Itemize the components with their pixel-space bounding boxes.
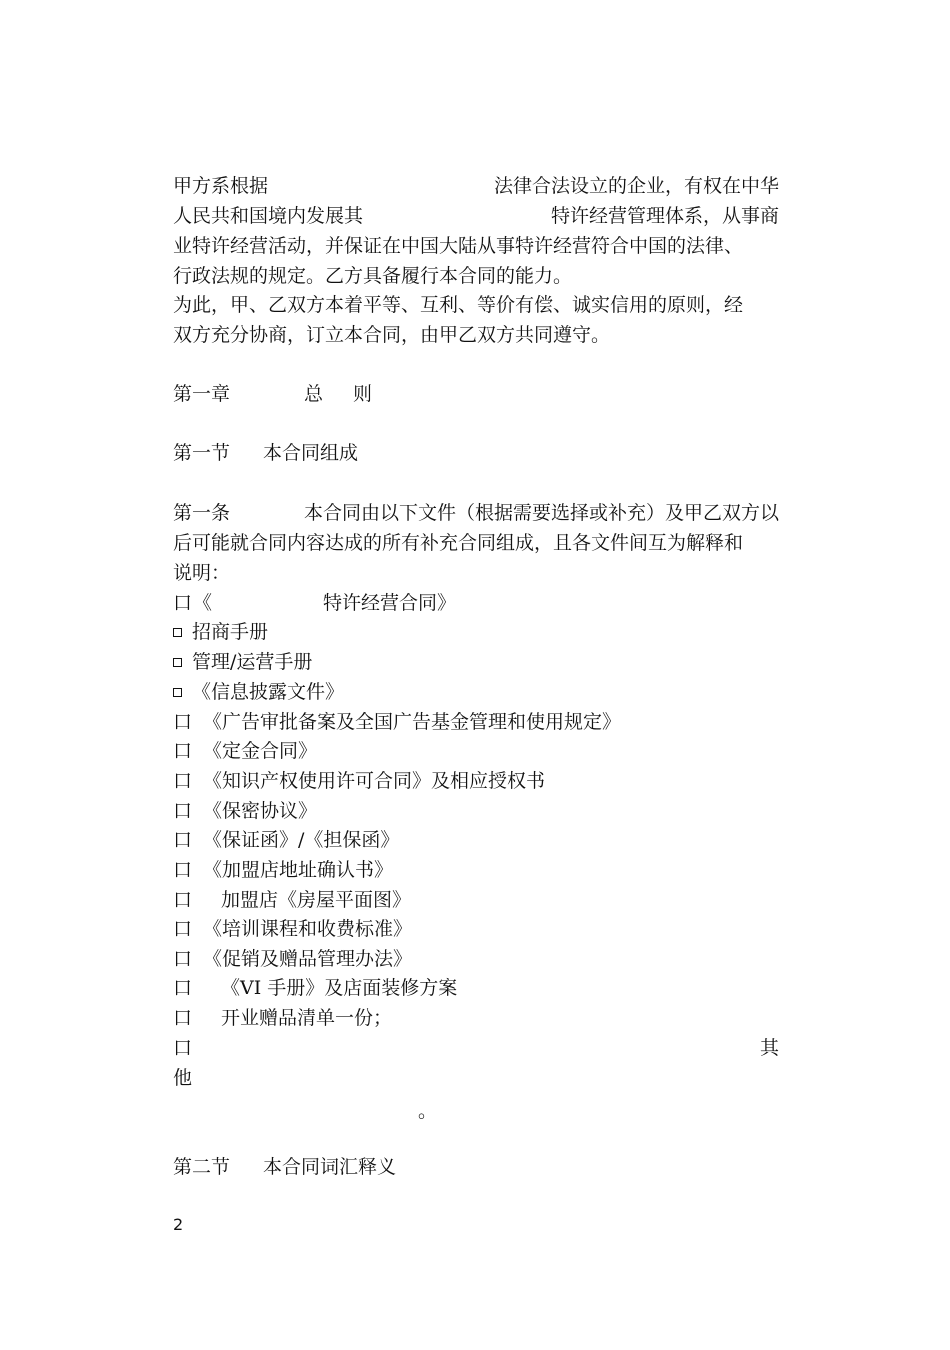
preamble-text: 人民共和国境内发展其: [173, 205, 364, 227]
section-title: 本合同组成: [263, 442, 359, 464]
list-item: [173, 885, 779, 915]
preamble-line-1: [173, 171, 779, 201]
list-item-text: 《培训课程和收费标准》: [203, 918, 413, 940]
chapter-heading: [173, 379, 779, 409]
list-item: [173, 855, 779, 885]
checkbox-glyph: 口: [173, 889, 193, 911]
article-text: 本合同由以下文件（根据需要选择或补充）及甲乙双方以: [303, 502, 779, 524]
checkbox-icon: [173, 658, 182, 667]
list-item: [173, 973, 779, 1003]
list-item-text: 《保证函》/《担保函》: [203, 829, 400, 851]
article-line-1: [173, 498, 779, 528]
list-item-text: 开业赠品清单一份；: [221, 1007, 393, 1029]
list-item: [173, 647, 779, 677]
list-item: [173, 736, 779, 766]
checkbox-glyph: 口: [173, 740, 193, 762]
checkbox-glyph: 口: [173, 829, 193, 851]
preamble-text: 甲方系根据: [173, 175, 269, 197]
checkbox-glyph: 口: [173, 711, 193, 733]
list-item-text: 《信息披露文件》: [192, 681, 345, 703]
checkbox-glyph: 口: [173, 770, 193, 792]
checkbox-glyph: 口: [173, 859, 193, 881]
list-item: [173, 825, 779, 855]
checkbox-glyph: 口: [173, 800, 193, 822]
checkbox-glyph: 口: [173, 977, 193, 999]
list-item: [173, 914, 779, 944]
checkbox-icon: [173, 688, 182, 697]
list-item: [173, 944, 779, 974]
list-item-text: 加盟店《房屋平面图》: [221, 889, 412, 911]
list-item-text: 《VI 手册》及店面装修方案: [221, 977, 458, 999]
list-item-text: 《加盟店地址确认书》: [203, 859, 394, 881]
list-item: [173, 617, 779, 647]
chapter-number: 第一章: [173, 383, 231, 405]
chapter-title: 总: [304, 383, 324, 405]
list-item-text: 其: [759, 1037, 779, 1059]
list-item: [173, 1003, 779, 1033]
chapter-title: 则: [353, 383, 373, 405]
page-number: 2: [173, 1215, 184, 1234]
checkbox-glyph: 口: [173, 1037, 193, 1059]
section-heading: [173, 1152, 779, 1182]
list-item-continuation: [173, 1096, 779, 1126]
list-item-text: 《保密协议》: [203, 800, 318, 822]
section-number: 第一节: [173, 442, 231, 464]
section-heading: [173, 438, 779, 468]
list-item-text: 《促销及赠品管理办法》: [203, 948, 413, 970]
preamble-line-4: 行政法规的规定。乙方具备履行本合同的能力。: [173, 265, 573, 287]
article-line-3: 说明：: [173, 562, 231, 584]
checkbox-glyph: 口: [173, 592, 193, 614]
section-title: 本合同词汇释义: [263, 1156, 397, 1178]
list-item-text: 《: [193, 592, 213, 614]
preamble-text: 特许经营管理体系，从事商: [550, 205, 779, 227]
preamble-line-3: 业特许经营活动，并保证在中国大陆从事特许经营符合中国的法律、: [173, 235, 744, 257]
checkbox-icon: [173, 628, 182, 637]
list-item-text: 《知识产权使用许可合同》及相应授权书: [203, 770, 546, 792]
preamble-text: 法律合法设立的企业，有权在中华: [493, 175, 779, 197]
checkbox-glyph: 口: [173, 948, 193, 970]
list-item-text: 《广告审批备案及全国广告基金管理和使用规定》: [203, 711, 622, 733]
preamble-line-2: [173, 201, 779, 231]
preamble-line-5: 为此，甲、乙双方本着平等、互利、等价有偿、诚实信用的原则，经: [173, 294, 744, 316]
article-line-2: 后可能就合同内容达成的所有补充合同组成，且各文件间互为解释和: [173, 532, 744, 554]
list-item: [173, 1033, 779, 1063]
section-number: 第二节: [173, 1156, 231, 1178]
list-item: [173, 766, 779, 796]
list-item-text: 管理/运营手册: [192, 651, 313, 673]
list-item: [173, 796, 779, 826]
checkbox-glyph: 口: [173, 918, 193, 940]
checkbox-glyph: 口: [173, 1007, 193, 1029]
list-item-text: 特许经营合同》: [323, 592, 457, 614]
article-number: 第一条: [173, 502, 231, 524]
list-item-text: 。: [418, 1100, 438, 1122]
list-item-text: 招商手册: [192, 621, 269, 643]
list-item: [173, 588, 779, 618]
list-item: [173, 707, 779, 737]
list-item: [173, 677, 779, 707]
list-item-text: 《定金合同》: [203, 740, 318, 762]
preamble-line-6: 双方充分协商，订立本合同，由甲乙双方共同遵守。: [173, 324, 611, 346]
list-item-continuation: 他: [173, 1067, 193, 1089]
